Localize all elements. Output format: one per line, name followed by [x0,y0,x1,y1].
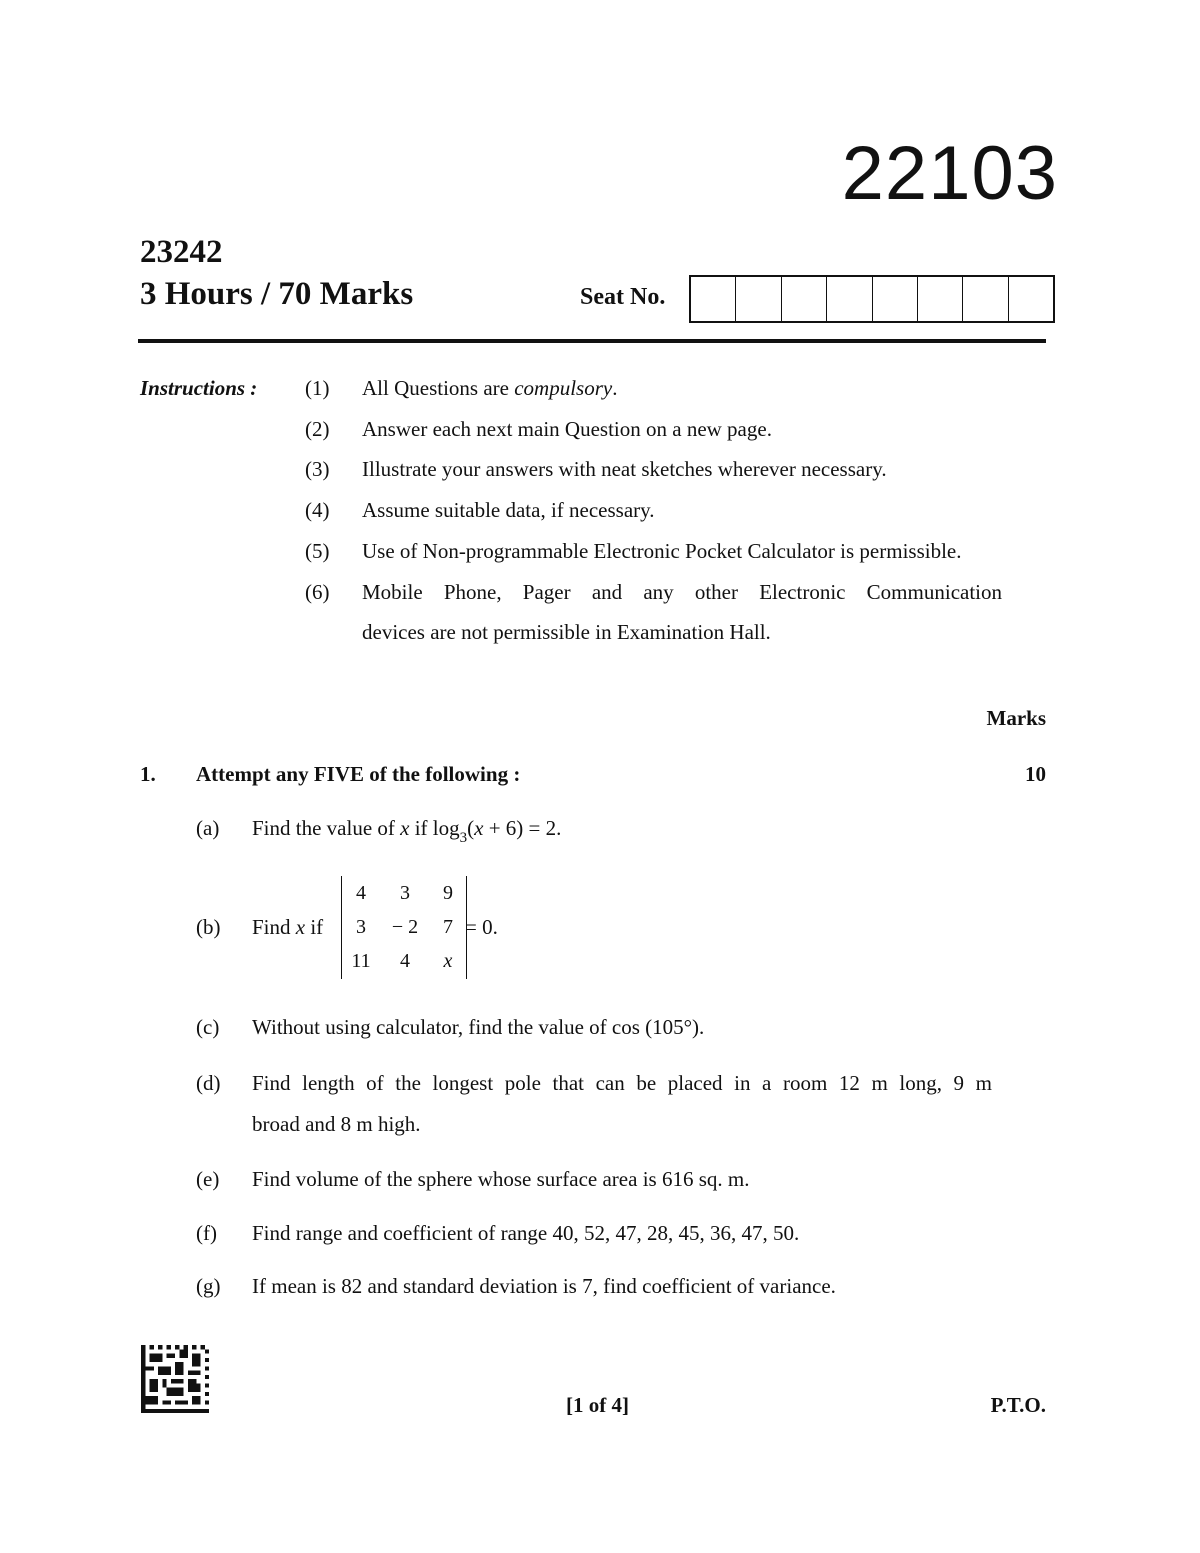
subquestion-text: Find range and coefficient of range 40, 52, 47, 28, 45, 36, 47, 50. [252,1221,800,1245]
paper-code: 22103 [841,131,1058,216]
seat-number-label: Seat No. [580,284,666,310]
instruction-number: (1) [305,376,330,400]
seat-digit-box [782,277,827,321]
subquestion-label: (a) [196,816,220,840]
subquestion-text: Find x if [252,915,324,939]
instructions-heading: Instructions : [140,376,258,400]
header-divider [138,339,1046,343]
subquestion-label: (e) [196,1167,220,1191]
instruction-number: (3) [305,457,330,481]
subquestion-text: Find the value of x if $\log_3(x + 6) = 2$. [252,816,562,846]
seat-digit-box [691,277,736,321]
seat-digit-box [827,277,872,321]
subquestion-text-continued: broad and 8 m high. [252,1112,421,1136]
instruction-number: (2) [305,417,330,441]
subquestion-label: (c) [196,1015,220,1039]
matrix-cell: 7 [443,916,453,938]
question-number: 1. [140,762,156,786]
instruction-number: (6) [305,580,330,604]
subquestion-label: (g) [196,1274,221,1298]
duration-marks: 3 Hours / 70 Marks [140,276,414,312]
instruction-text: Mobile Phone, Pager and any other Electronic Communication [362,580,1002,604]
seat-digit-box [1009,277,1053,321]
instruction-number: (5) [305,539,330,563]
question-marks: 10 [1025,762,1046,786]
matrix-cell: 3 [400,882,410,904]
datamatrix-code [141,1345,209,1413]
matrix-cell: 4 [356,882,366,904]
instruction-text-continued: devices are not permissible in Examination Hall. [362,620,771,644]
instruction-text: Illustrate your answers with neat sketches wherever necessary. [362,457,887,481]
instruction-text: All Questions are compulsory. [362,376,618,400]
matrix-cell: 11 [351,950,371,972]
question-title: Attempt any FIVE of the following : [196,762,521,786]
marks-column-heading: Marks [986,706,1046,730]
subquestion-text: Without using calculator, find the value of cos (105°). [252,1015,705,1039]
determinant-equals: = 0. [465,915,498,939]
instruction-text: Assume suitable data, if necessary. [362,498,655,522]
subquestion-label: (d) [196,1071,221,1095]
matrix-cell: 4 [400,950,410,972]
instruction-text: Use of Non-programmable Electronic Pocket Calculator is permissible. [362,539,962,563]
matrix-cell: − 2 [391,916,419,938]
seat-number-boxes [689,275,1055,323]
instruction-text: Answer each next main Question on a new page. [362,417,772,441]
subquestion-label: (b) [196,915,221,939]
exam-code: 23242 [140,234,223,270]
seat-digit-box [873,277,918,321]
pto-label: P.T.O. [990,1393,1046,1417]
matrix-cell: x [443,950,453,972]
subquestion-text: Find volume of the sphere whose surface area is 616 sq. m. [252,1167,750,1191]
seat-digit-box [736,277,781,321]
seat-digit-box [918,277,963,321]
subquestion-label: (f) [196,1221,217,1245]
subquestion-text: Find length of the longest pole that can be placed in a room 12 m long, 9 m [252,1071,992,1095]
determinant-matrix [341,876,467,979]
matrix-cell: 3 [356,916,366,938]
page-indicator: [1 of 4] [566,1393,629,1417]
matrix-cell: 9 [443,882,453,904]
instruction-number: (4) [305,498,330,522]
subquestion-text: If mean is 82 and standard deviation is 7, find coefficient of variance. [252,1274,836,1298]
seat-digit-box [963,277,1008,321]
